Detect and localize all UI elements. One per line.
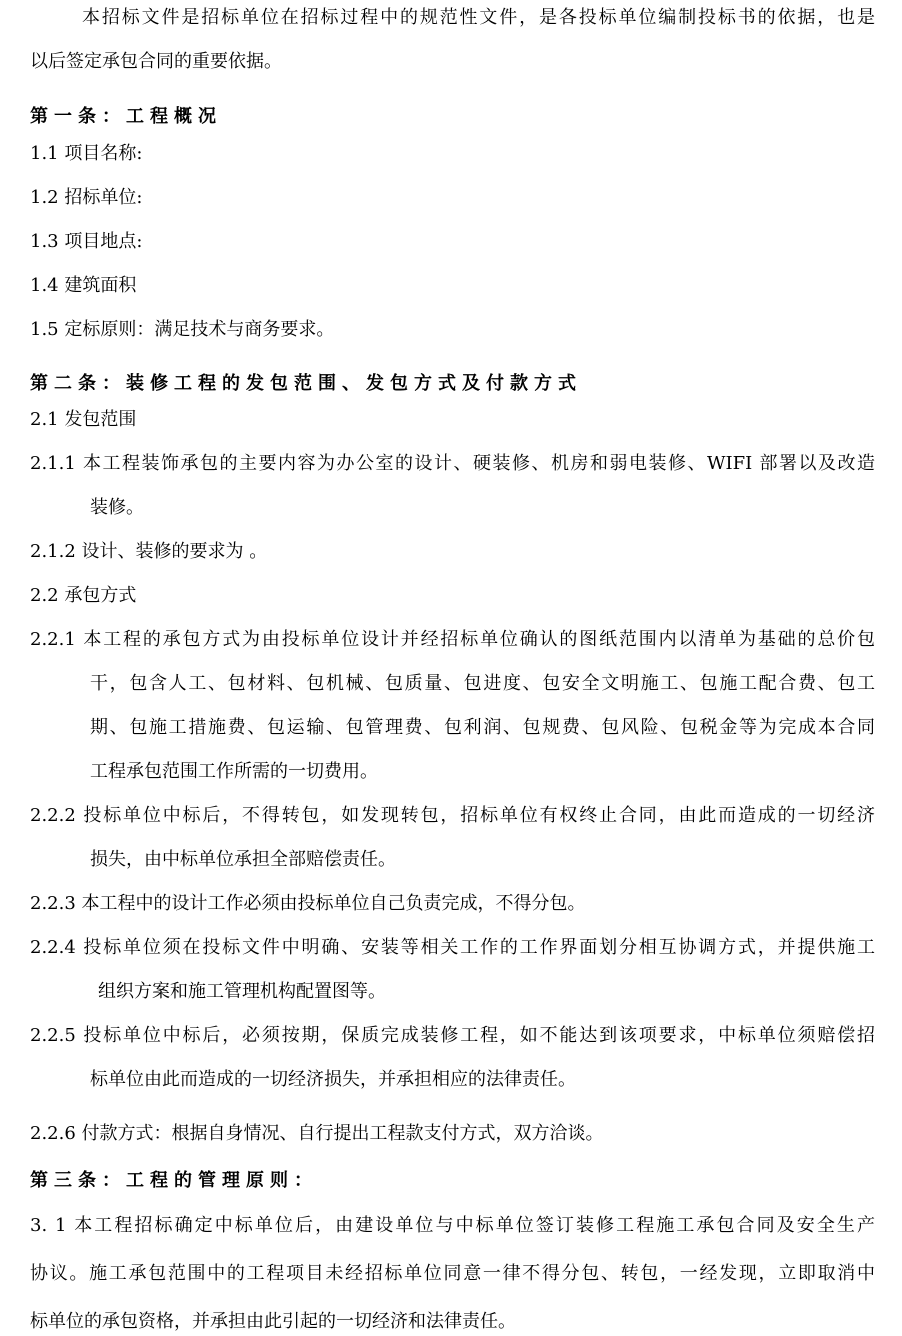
paragraph-2-2-5-line-1: 2.2.5 投标单位中标后，必须按期，保质完成装修工程，如不能达到该项要求，中标单位须赔偿招 [30,1025,875,1046]
paragraph-2-2-4-line-2: 组织方案和施工管理机构配置图等。 [98,981,386,1002]
paragraph-2-2-1-line-3: 期、包施工措施费、包运输、包管理费、包利润、包规费、包风险、包税金等为完成本合同 [90,717,875,738]
subheading-2-1: 2.1 发包范围 [30,409,137,430]
paragraph-2-2-5-line-2: 标单位由此而造成的一切经济损失，并承担相应的法律责任。 [90,1069,576,1090]
paragraph-2-1-2: 2.1.2 设计、装修的要求为 。 [30,541,268,562]
section-3-heading: 第三条：工程的管理原则： [30,1170,318,1191]
item-1-3-project-location: 1.3 项目地点: [30,231,143,252]
item-1-1-project-name: 1.1 项目名称: [30,143,143,164]
subheading-2-2: 2.2 承包方式 [30,585,137,606]
paragraph-3-1-line-2: 协议。施工承包范围中的工程项目未经招标单位同意一律不得分包、转包，一经发现，立即取消中 [30,1263,875,1284]
paragraph-3-1-line-1: 3. 1 本工程招标确定中标单位后，由建设单位与中标单位签订装修工程施工承包合同及安全生产 [30,1215,875,1236]
paragraph-2-2-1-line-1: 2.2.1 本工程的承包方式为由投标单位设计并经招标单位确认的图纸范围内以清单为基础的总价包 [30,629,875,650]
paragraph-2-1-1-line-1: 2.1.1 本工程装饰承包的主要内容为办公室的设计、硬装修、机房和弱电装修、WIFI 部署以及改造 [30,453,875,474]
paragraph-2-2-1-line-2: 干，包含人工、包材料、包机械、包质量、包进度、包安全文明施工、包施工配合费、包工 [90,673,875,694]
item-1-4-building-area: 1.4 建筑面积 [30,275,137,296]
paragraph-2-2-2-line-2: 损失，由中标单位承担全部赔偿责任。 [90,849,396,870]
paragraph-2-2-1-line-4: 工程承包范围工作所需的一切费用。 [90,761,378,782]
paragraph-2-1-1-line-2: 装修。 [90,497,144,518]
paragraph-2-2-4-line-1: 2.2.4 投标单位须在投标文件中明确、安装等相关工作的工作界面划分相互协调方式，并提供施工 [30,937,875,958]
paragraph-2-2-6: 2.2.6 付款方式：根据自身情况、自行提出工程款支付方式，双方洽谈。 [30,1123,604,1144]
section-1-heading: 第一条：工程概况 [30,106,222,127]
intro-paragraph-line-2: 以后签定承包合同的重要依据。 [30,51,282,72]
item-1-2-tender-unit: 1.2 招标单位: [30,187,143,208]
paragraph-2-2-3: 2.2.3 本工程中的设计工作必须由投标单位自己负责完成，不得分包。 [30,893,586,914]
item-1-5-bid-principle: 1.5 定标原则：满足技术与商务要求。 [30,319,335,340]
paragraph-3-1-line-3: 标单位的承包资格，并承担由此引起的一切经济和法律责任。 [30,1311,516,1332]
section-2-heading: 第二条：装修工程的发包范围、发包方式及付款方式 [30,373,582,394]
intro-paragraph-line-1: 本招标文件是招标单位在招标过程中的规范性文件，是各投标单位编制投标书的依据，也是 [82,7,875,28]
paragraph-2-2-2-line-1: 2.2.2 投标单位中标后，不得转包，如发现转包，招标单位有权终止合同，由此而造成的一切经济 [30,805,875,826]
